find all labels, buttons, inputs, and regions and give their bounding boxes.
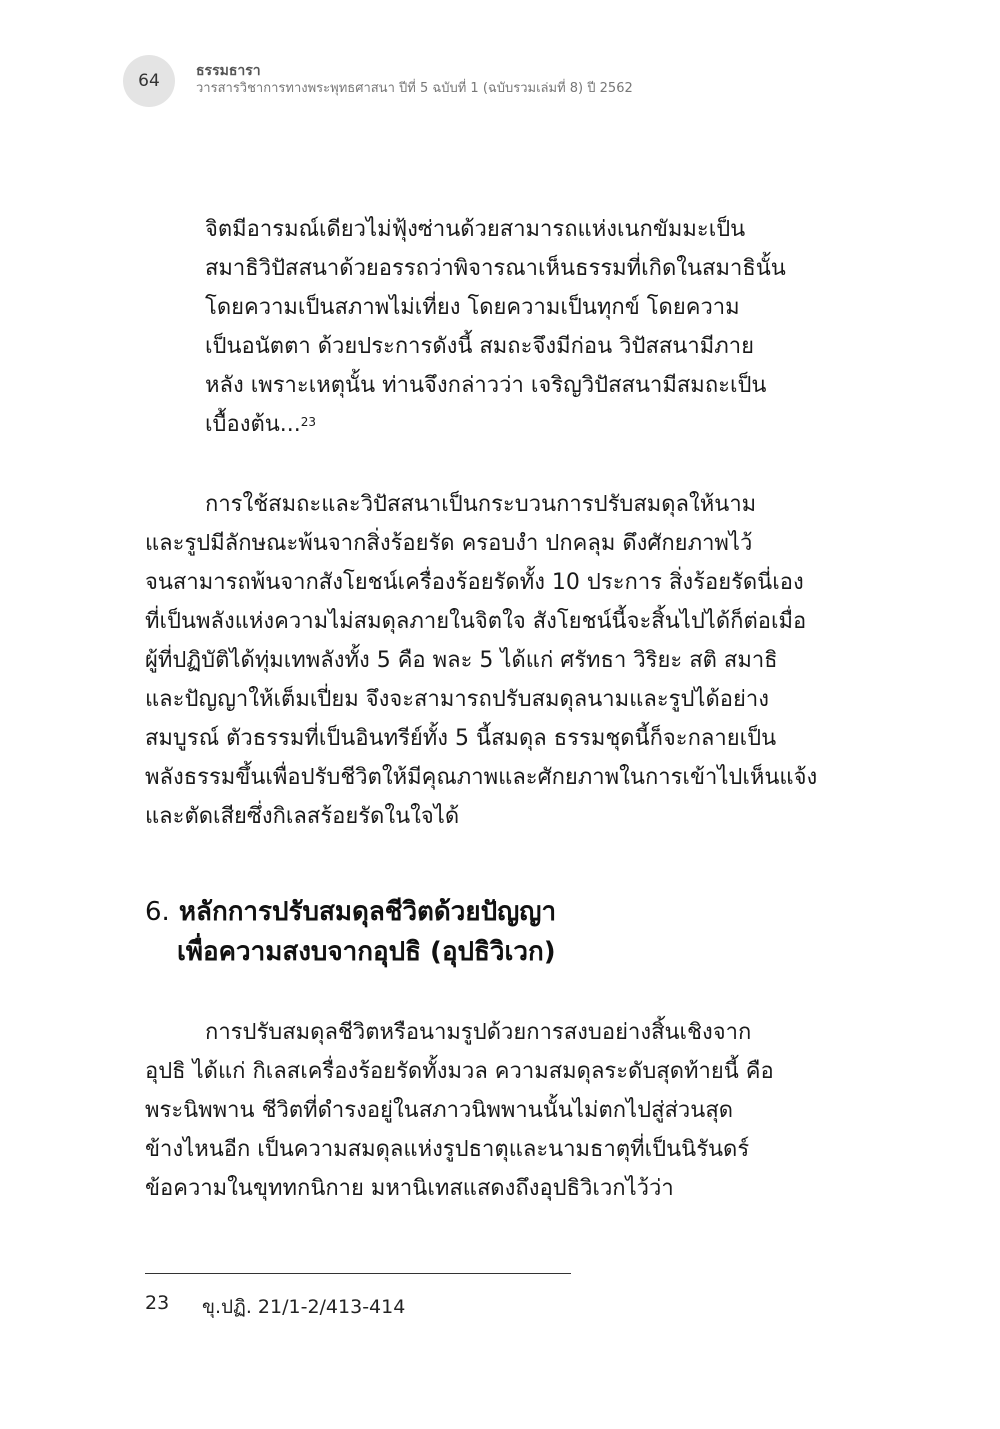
quote-line: เป็นอนัตตา ด้วยประการดังนี้ สมถะจึงมีก่อน วิปัสสนามีภาย	[205, 334, 754, 359]
paragraph-line: อุปธิ ได้แก่ กิเลสเครื่องร้อยรัดทั้งมวล ความสมดุลระดับสุดท้ายนี้ คือ	[145, 1059, 774, 1084]
paragraph-line: จนสามารถพ้นจากสังโยชน์เครื่องร้อยรัดทั้ง 10 ประการ สิ่งร้อยรัดนี่เอง	[145, 570, 804, 595]
paragraph-line: และรูปมีลักษณะพ้นจากสิ่งร้อยรัด ครอบงำ ปกคลุม ดึงศักยภาพไว้	[145, 531, 753, 556]
journal-subtitle: วารสารวิชาการทางพระพุทธศาสนา ปีที่ 5 ฉบับที่ 1 (ฉบับรวมเล่มที่ 8) ปี 2562	[196, 81, 633, 96]
block-quote	[205, 210, 835, 444]
section-heading-line2: เพื่อความสงบจากอุปธิ (อุปธิวิเวก)	[177, 937, 556, 967]
paragraph-line: และตัดเสียซึ่งกิเลสร้อยรัดในใจได้	[145, 804, 460, 829]
paragraph-line: ผู้ที่ปฏิบัติได้ทุ่มเทพลังทั้ง 5 คือ พละ 5 ได้แก่ ศรัทธา วิริยะ สติ สมาธิ	[145, 648, 778, 673]
paragraph-line: และปัญญาให้เต็มเปี่ยม จึงจะสามารถปรับสมดุลนามและรูปได้อย่าง	[145, 687, 769, 712]
quote-line: สมาธิวิปัสสนาด้วยอรรถว่าพิจารณาเห็นธรรมที่เกิดในสมาธินั้น	[205, 256, 786, 281]
paragraph-line: พระนิพพาน ชีวิตที่ดำรงอยู่ในสภาวนิพพานนั้นไม่ตกไปสู่ส่วนสุด	[145, 1098, 734, 1123]
quote-line-text: เบื้องต้น...	[205, 412, 301, 437]
paragraph-line: การปรับสมดุลชีวิตหรือนามรูปด้วยการสงบอย่างสิ้นเชิงจาก	[205, 1020, 752, 1045]
footnote-number: 23	[145, 1292, 170, 1314]
section-title: หลักการปรับสมดุลชีวิตด้วยปัญญา	[178, 897, 557, 927]
quote-line: โดยความเป็นสภาพไม่เที่ยง โดยความเป็นทุกข์ โดยความ	[205, 295, 740, 320]
section-heading-line1	[145, 892, 556, 932]
paragraph-balance	[145, 485, 835, 836]
footnote-reference: 23	[300, 415, 317, 429]
footnote	[145, 1292, 405, 1322]
paragraph-line: ข้างไหนอีก เป็นความสมดุลแห่งรูปธาตุและนามธาตุที่เป็นนิรันดร์	[145, 1137, 750, 1162]
paragraph-line: การใช้สมถะและวิปัสสนาเป็นกระบวนการปรับสมดุลให้นาม	[205, 492, 757, 517]
quote-line: หลัง เพราะเหตุนั้น ท่านจึงกล่าวว่า เจริญวิปัสสนามีสมถะเป็น	[205, 373, 767, 398]
quote-line: จิตมีอารมณ์เดียวไม่ฟุ้งซ่านด้วยสามารถแห่งเนกขัมมะเป็น	[205, 217, 746, 242]
paragraph-line: สมบูรณ์ ตัวธรรมที่เป็นอินทรีย์ทั้ง 5 นี้สมดุล ธรรมชุดนี้ก็จะกลายเป็น	[145, 726, 777, 751]
section-number: 6.	[145, 897, 170, 927]
paragraph-upadhi	[145, 1013, 835, 1208]
page-number: 64	[123, 55, 175, 107]
quote-line-last	[205, 405, 835, 444]
footnote-text: ขุ.ปฏิ. 21/1-2/413-414	[202, 1296, 406, 1318]
footnote-divider	[145, 1273, 571, 1274]
section-heading	[145, 892, 556, 972]
paragraph-line: พลังธรรมขึ้นเพื่อปรับชีวิตให้มีคุณภาพและศักยภาพในการเข้าไปเห็นแจ้ง	[145, 765, 818, 790]
paragraph-line: ข้อความในขุททกนิกาย มหานิเทสแสดงถึงอุปธิวิเวกไว้ว่า	[145, 1176, 674, 1201]
paragraph-line: ที่เป็นพลังแห่งความไม่สมดุลภายในจิตใจ สังโยชน์นี้จะสิ้นไปได้ก็ต่อเมื่อ	[145, 609, 807, 634]
journal-name: ธรรมธารา	[196, 63, 261, 79]
running-header	[196, 62, 633, 98]
